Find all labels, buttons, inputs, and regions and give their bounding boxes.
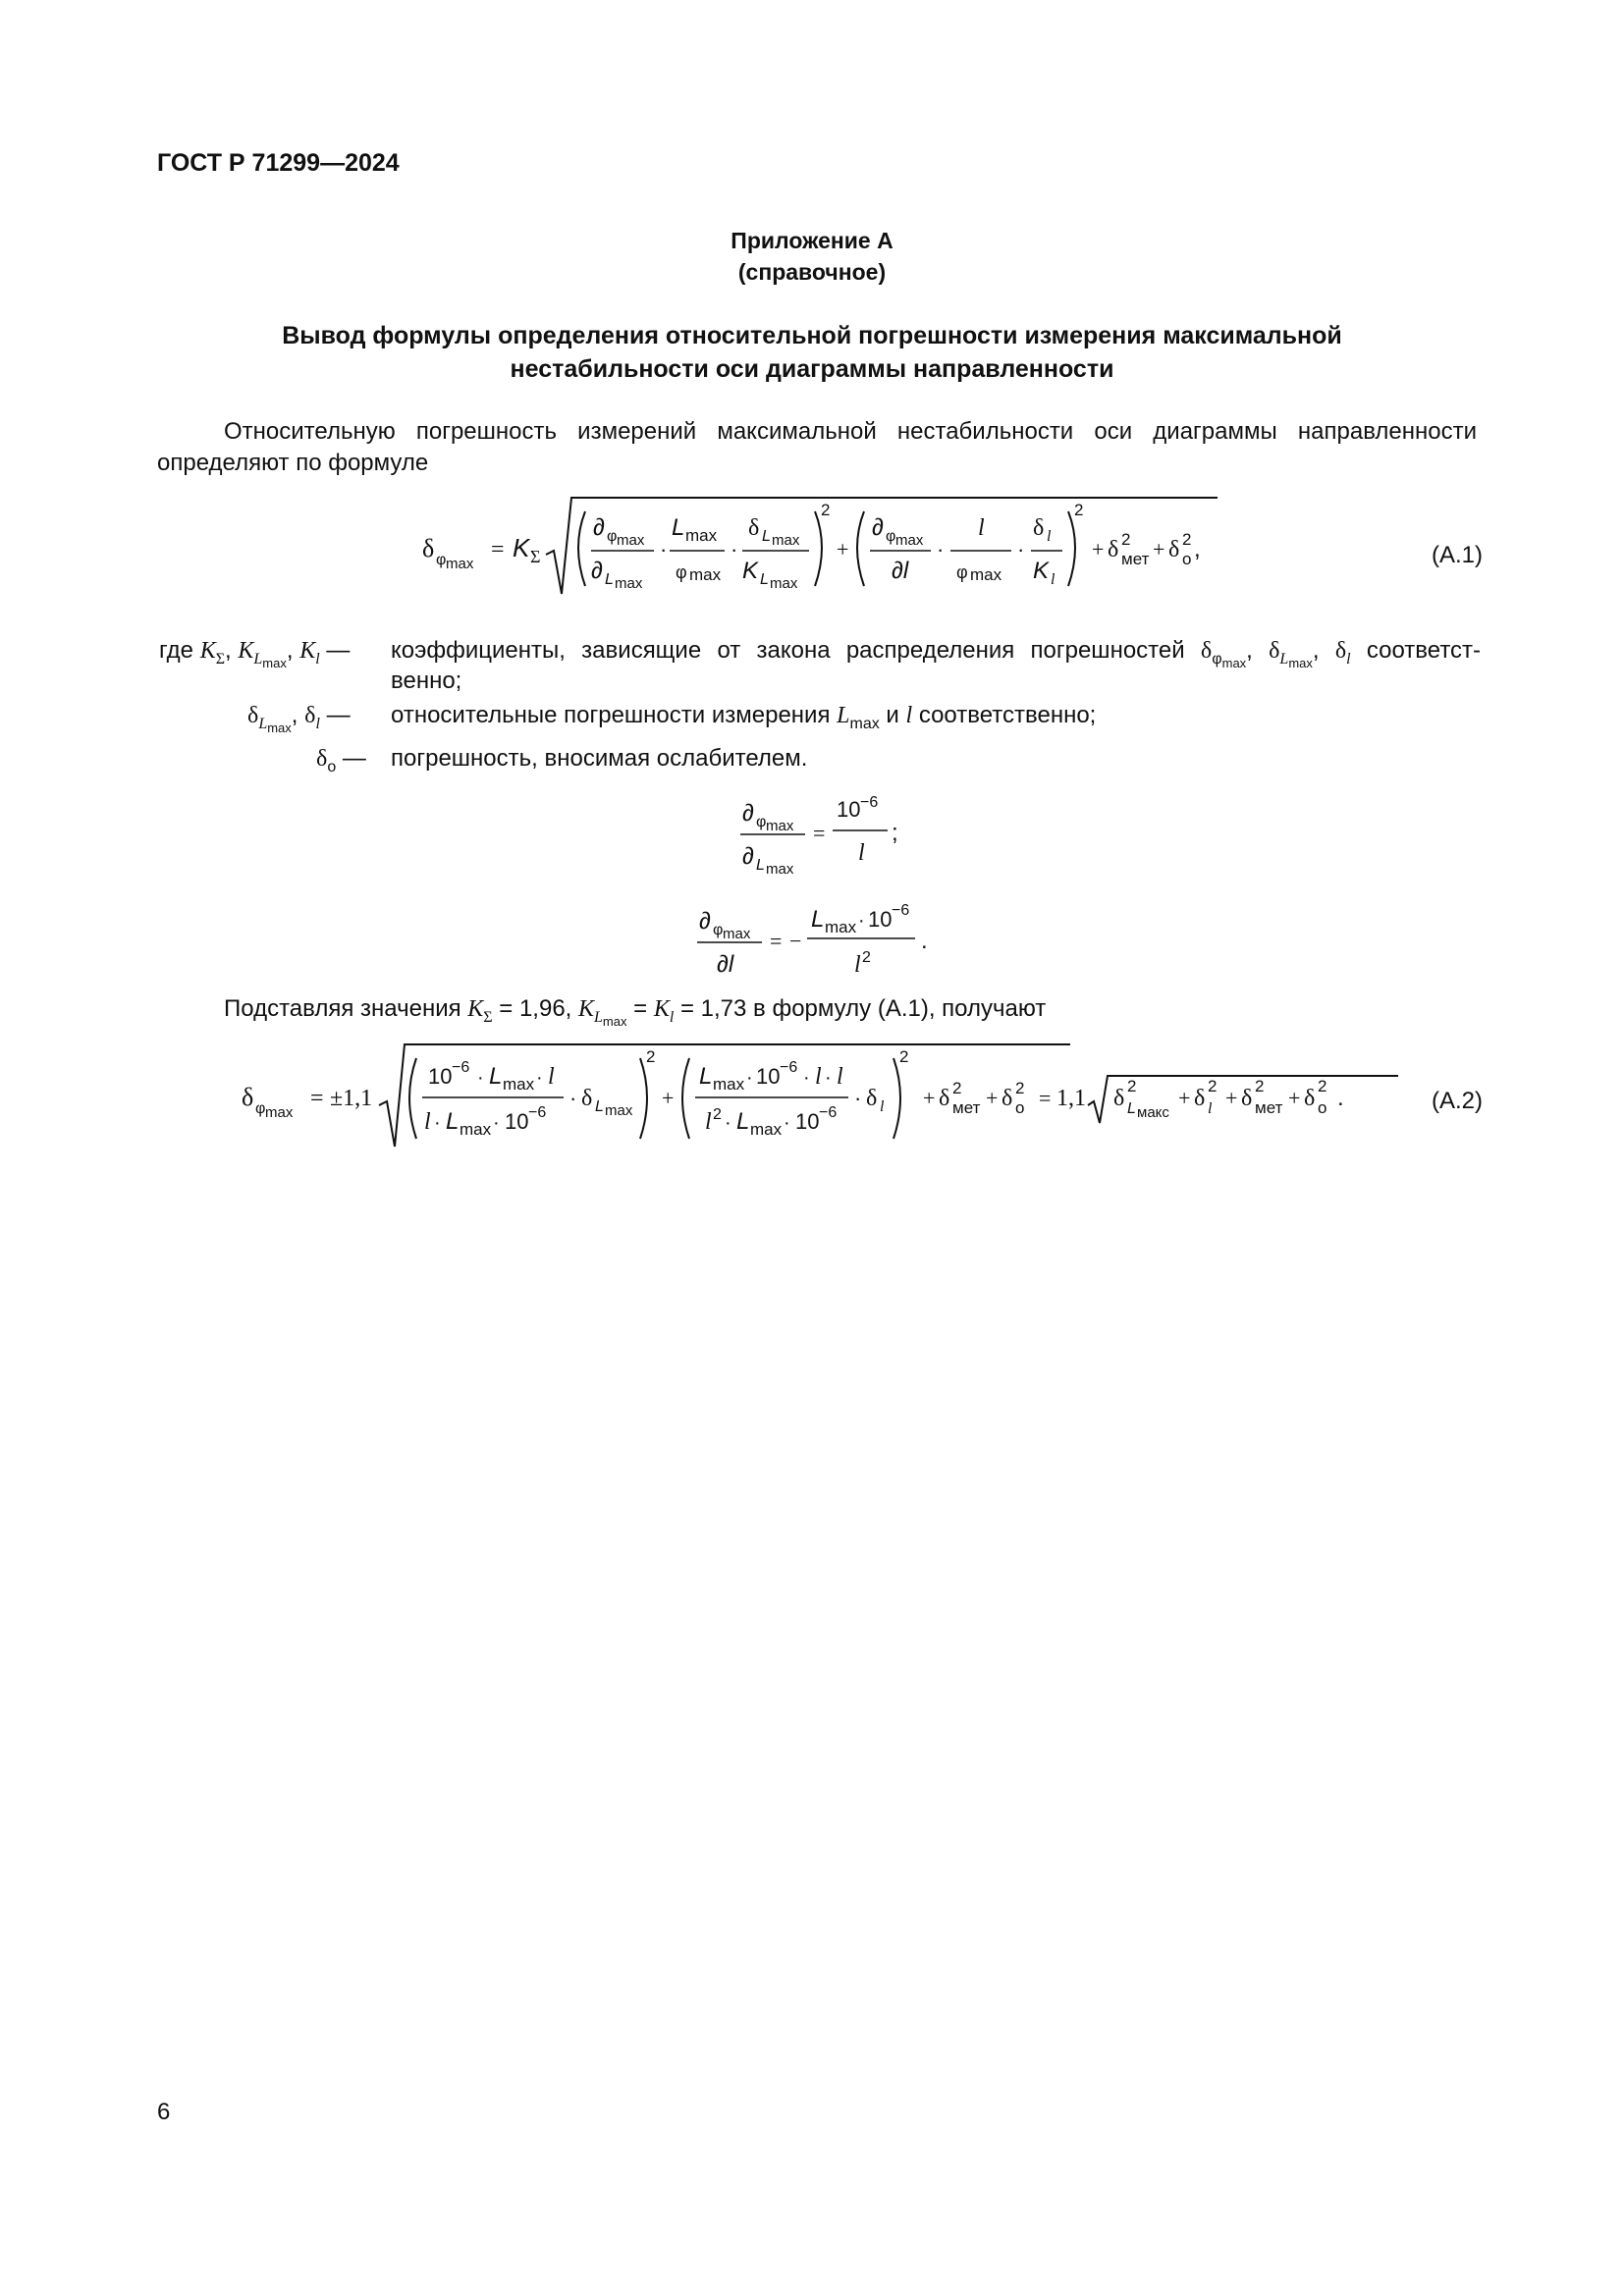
svg-text:max: max [615,575,643,592]
svg-text:φ: φ [956,562,968,582]
svg-text:l: l [1051,571,1056,588]
svg-text:2: 2 [1318,1077,1327,1095]
where-item3-description: погрешность, вносимая ослабителем. [391,745,808,772]
svg-text:max: max [460,1120,492,1139]
svg-text:·: · [784,1112,790,1134]
where-item3-symbols: $\delta_о$ — [316,745,366,775]
svg-text:·: · [493,1112,500,1134]
svg-text:φ: φ [607,528,618,545]
svg-text:K: K [513,533,530,562]
svg-text:l: l [424,1109,431,1135]
svg-text:=: = [770,929,783,953]
svg-text:·: · [854,1086,862,1110]
svg-text:мет: мет [952,1098,981,1117]
svg-text:L: L [762,528,771,545]
svg-text:2: 2 [1182,530,1192,549]
where-item1-tail: соответст- [1366,637,1482,664]
substitution-text-start: Подставляя значения [224,995,461,1022]
svg-text:2: 2 [1127,1077,1137,1095]
where-dash-3: — [342,745,366,772]
svg-text:+: + [1288,1086,1301,1110]
svg-text:=: = [813,821,826,845]
where-item1-description: коэффициенты, зависящие от закона распределения погрешностей $\delta_{\varphi_{max}}$, $\delta_{L_{max}}$, $\delta_l$ соответст- [391,637,1482,670]
svg-text:∂: ∂ [742,843,754,870]
equation-a1 [412,496,1237,604]
svg-text:2: 2 [713,1106,722,1123]
svg-text:K: K [1033,558,1050,584]
where-lead: где [159,637,194,664]
svg-text:δ: δ [242,1083,254,1111]
svg-text:.: . [1337,1085,1344,1111]
svg-text:·: · [731,537,738,561]
svg-text:·: · [825,1067,832,1089]
svg-text:2: 2 [821,501,831,519]
svg-text:max: max [750,1120,783,1139]
svg-text:∂l: ∂l [892,558,909,584]
svg-text:+: + [923,1086,936,1110]
svg-text:.: . [921,928,928,954]
svg-text:max: max [825,918,857,936]
svg-text:δ: δ [581,1086,593,1111]
svg-text:L: L [756,857,765,874]
svg-text:max: max [895,532,924,549]
where-item1-continuation: венно; [391,667,462,694]
svg-text:=: = [491,537,505,562]
svg-text:1,1: 1,1 [1056,1086,1086,1111]
annex-title-line1: Вывод формулы определения относительной погрешности измерения максимальной [282,322,1342,349]
svg-text:2: 2 [1121,530,1131,549]
svg-text:l: l [978,515,985,541]
where-item1-symbols: где $K_\Sigma$, $K_{L_{max}}$, $K_l$ — [159,637,351,670]
svg-text:·: · [477,1067,484,1089]
svg-text:10: 10 [837,797,861,822]
svg-text:l: l [548,1064,555,1090]
svg-text:δ: δ [1108,537,1119,562]
svg-text:=: = [310,1086,324,1111]
equation-a2 [236,1041,1414,1158]
where-item2-tail: соответственно; [918,702,1097,728]
svg-text:∂: ∂ [591,558,603,584]
svg-text:−6: −6 [892,902,910,919]
svg-text:;: ; [892,820,898,846]
annex-title-line2: нестабильности оси диаграммы направленности [510,355,1114,383]
svg-text:φ: φ [713,922,724,938]
svg-text:l: l [815,1064,822,1090]
svg-text:·: · [569,1086,577,1110]
svg-text:L: L [489,1063,503,1090]
svg-text:L: L [1127,1100,1136,1117]
svg-text:δ: δ [1113,1086,1125,1111]
svg-text:φ: φ [255,1100,266,1117]
svg-text:max: max [766,861,794,878]
svg-text:max: max [766,818,794,834]
svg-text:∂: ∂ [593,514,605,541]
svg-text:макс: макс [1137,1104,1169,1121]
annex-label: Приложение А [731,228,893,253]
svg-text:δ: δ [1241,1086,1253,1111]
svg-text:φ: φ [756,814,767,830]
svg-text:+: + [662,1086,675,1110]
svg-text:мет: мет [1255,1098,1283,1117]
equation-number-a1: (А.1) [1432,542,1484,568]
page-number: 6 [157,2099,171,2125]
equation-number-a2: (А.2) [1432,1088,1484,1114]
svg-text:·: · [937,537,945,561]
svg-text:∂: ∂ [742,800,754,827]
svg-text:2: 2 [952,1079,962,1097]
svg-text:L: L [595,1098,604,1115]
svg-text:∂l: ∂l [717,951,734,978]
k-sum-value: = 1,96, [499,995,572,1022]
partial-derivative-l-max [727,785,913,883]
svg-text:10: 10 [505,1109,529,1134]
svg-text:max: max [713,1075,745,1094]
svg-text:max: max [446,556,474,572]
svg-text:−6: −6 [819,1104,838,1121]
svg-text:·: · [536,1067,543,1089]
svg-text:+: + [986,1086,999,1110]
svg-text:−6: −6 [452,1059,470,1076]
svg-text:±1,1: ±1,1 [330,1086,373,1111]
svg-text:·: · [746,1067,753,1089]
svg-text:+: + [1225,1086,1238,1110]
intro-paragraph: Относительную погрешность измерений максимальной нестабильности оси диаграммы направленности определяют по формуле [157,418,1477,476]
svg-text:l: l [1047,528,1052,545]
svg-text:δ: δ [748,515,760,541]
svg-text:10: 10 [428,1064,453,1089]
k-l-value: = 1,73 в формулу (А.1), получают [679,995,1047,1022]
svg-text:2: 2 [899,1047,909,1066]
svg-text:10: 10 [756,1064,781,1089]
svg-text:L: L [699,1063,713,1090]
svg-text:L: L [605,571,614,588]
svg-text:δ: δ [1304,1086,1316,1111]
svg-text:о: о [1015,1098,1025,1117]
svg-text:−6: −6 [780,1059,798,1076]
svg-text:L: L [446,1108,460,1135]
svg-text:·: · [1017,537,1025,561]
svg-text:l: l [880,1098,885,1115]
svg-text:+: + [1092,537,1105,561]
svg-text:Σ: Σ [530,547,541,566]
svg-text:L: L [811,906,825,933]
svg-text:δ: δ [422,534,435,562]
svg-text:,: , [1194,536,1201,562]
svg-text:L: L [736,1108,750,1135]
svg-text:K: K [742,558,759,584]
svg-text:·: · [660,537,668,561]
svg-text:δ: δ [1001,1086,1013,1111]
svg-text:max: max [617,532,645,549]
where-item2-and: и [886,702,899,728]
svg-text:max: max [503,1075,535,1094]
svg-text:φ: φ [436,552,447,568]
where-item2-symbols: $\delta_{L_{max}}$, $\delta_l$ — [247,702,351,735]
svg-text:2: 2 [1255,1077,1265,1095]
svg-text:δ: δ [1033,515,1045,541]
svg-text:max: max [970,565,1002,584]
svg-text:l: l [858,840,865,866]
svg-text:φ: φ [676,562,687,582]
where-item1-text: коэффициенты, зависящие от закона распределения погрешностей [391,637,1185,664]
svg-text:l: l [837,1064,843,1090]
svg-text:φ: φ [886,528,896,545]
svg-text:L: L [760,571,769,588]
svg-text:о: о [1318,1098,1327,1117]
svg-text:−: − [789,929,802,953]
svg-text:−6: −6 [528,1104,547,1121]
substitution-paragraph: Подставляя значения $K_\Sigma = 1,96$, $K_{L_{max}} = K_l = 1,73$ в формулу (А.1), получают [224,995,1047,1029]
svg-text:+: + [1178,1086,1191,1110]
svg-text:∂: ∂ [872,514,884,541]
svg-text:2: 2 [1074,501,1084,519]
svg-text:max: max [685,526,718,545]
where-item2-description: относительные погрешности измерения $L_{max}$ и l соответственно; [391,702,1097,732]
svg-text:l: l [1208,1100,1213,1117]
svg-text:l: l [705,1109,712,1135]
svg-text:10: 10 [795,1109,820,1134]
svg-text:2: 2 [646,1047,656,1066]
svg-text:·: · [725,1112,731,1134]
svg-text:L: L [672,514,685,541]
where-dash-1: — [326,637,351,664]
where-dash-2: — [326,702,351,728]
svg-text:∂: ∂ [699,908,711,934]
svg-text:max: max [605,1102,633,1119]
standard-designation: ГОСТ Р 71299—2024 [157,149,400,177]
svg-text:δ: δ [1194,1086,1206,1111]
svg-text:δ: δ [1168,537,1180,562]
svg-text:2: 2 [862,949,871,966]
svg-text:о: о [1182,550,1192,568]
svg-text:·: · [434,1112,441,1134]
svg-text:δ: δ [939,1086,950,1111]
where-item2-text: относительные погрешности измерения [391,702,831,728]
svg-text:max: max [265,1104,294,1121]
svg-text:2: 2 [1208,1077,1218,1095]
svg-text:2: 2 [1015,1079,1025,1097]
svg-text:max: max [689,565,722,584]
svg-text:−6: −6 [860,794,879,811]
svg-text:·: · [803,1067,810,1089]
svg-text:+: + [1153,537,1165,561]
svg-text:=: = [1039,1086,1052,1110]
svg-text:·: · [858,910,865,932]
svg-text:max: max [770,575,798,592]
partial-derivative-l [687,893,972,991]
svg-text:δ: δ [866,1086,878,1111]
svg-text:l: l [854,952,861,978]
svg-text:+: + [837,537,849,561]
svg-text:мет: мет [1121,550,1150,568]
svg-text:10: 10 [868,907,893,932]
svg-text:max: max [723,926,751,942]
svg-text:max: max [772,532,800,549]
annex-status: (справочное) [737,259,887,285]
